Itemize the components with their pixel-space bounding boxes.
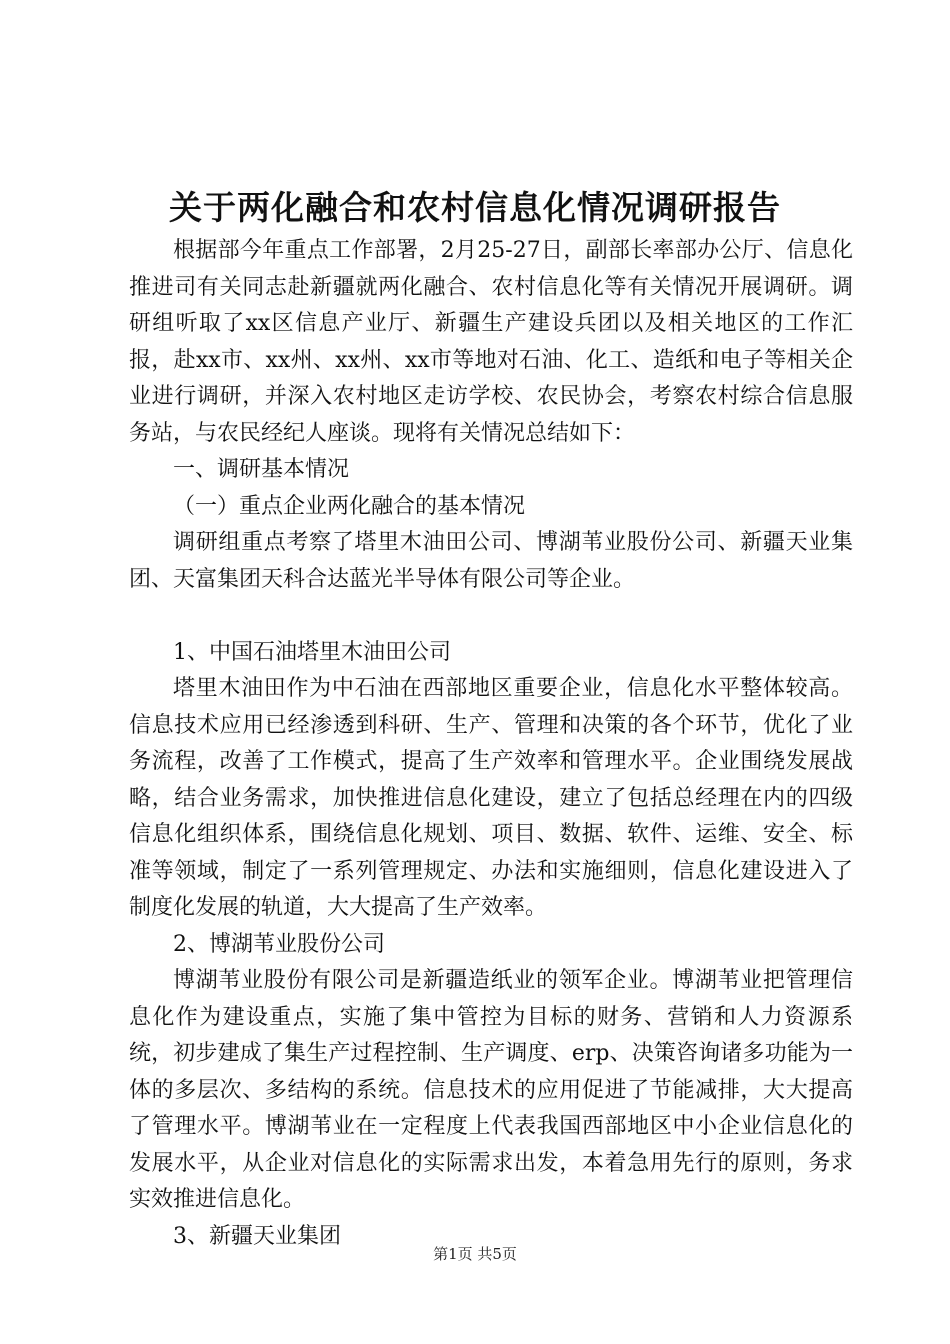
section-heading-1: 一、调研基本情况 bbox=[173, 457, 350, 482]
item-heading-1: 1、中国石油塔里木油田公司 bbox=[173, 639, 451, 665]
item-heading-2: 2、博湖苇业股份公司 bbox=[173, 931, 385, 957]
page-number: 第1页 共5页 bbox=[433, 1245, 517, 1263]
item-heading-3: 3、新疆天业集团 bbox=[173, 1223, 341, 1249]
paragraph-tarim: 塔里木油田作为中石油在西部地区重要企业，信息化水平整体较高。信息技术应用已经渗透到科研、生产、管理和决策的各个环节，优化了业务流程，改善了工作模式，提高了生产效率和管理水平。企业围绕发展战略，结合业务需求，加快推进信息化建设，建立了包括总经理在内的四级信息化组织体系，围绕信息化规划、项目、数据、软件、运维、安全、标准等领域，制定了一系列管理规定、办法和实施细则，信息化建设进入了制度化发展的轨道，大大提高了生产效率。 bbox=[129, 676, 853, 920]
subsection-heading-1: （一）重点企业两化融合的基本情况 bbox=[173, 493, 526, 519]
paragraph-intro: 根据部今年重点工作部署，2月25-27日，副部长率部办公厅、信息化推进司有关同志赴新疆就两化融合、农村信息化等有关情况开展调研。调研组听取了xx区信息产业厅、新疆生产建设兵团以及相关地区的工作汇报，赴xx市、xx州、xx州、xx市等地对石油、化工、造纸和电子等相关企业进行调研，并深入农村地区走访学校、农民协会，考察农村综合信息服务站，与农民经纪人座谈。现将有关情况总结如下： bbox=[129, 238, 853, 446]
paragraph-bohu: 博湖苇业股份有限公司是新疆造纸业的领军企业。博湖苇业把管理信息化作为建设重点，实施了集中管控为目标的财务、营销和人力资源系统，初步建成了集生产过程控制、生产调度、erp、决策咨询诸多功能为一体的多层次、多结构的系统。信息技术的应用促进了节能减排，大大提高了管理水平。博湖苇业在一定程度上代表我国西部地区中小企业信息化的发展水平，从企业对信息化的实际需求出发，本着急用先行的原则，务求实效推进信息化。 bbox=[129, 968, 853, 1212]
paragraph-enterprises: 调研组重点考察了塔里木油田公司、博湖苇业股份公司、新疆天业集团、天富集团天科合达蓝光半导体有限公司等企业。 bbox=[129, 530, 853, 592]
blank-line bbox=[129, 598, 853, 635]
document-body bbox=[129, 233, 853, 1255]
document-title: 关于两化融合和农村信息化情况调研报告 bbox=[169, 188, 781, 227]
